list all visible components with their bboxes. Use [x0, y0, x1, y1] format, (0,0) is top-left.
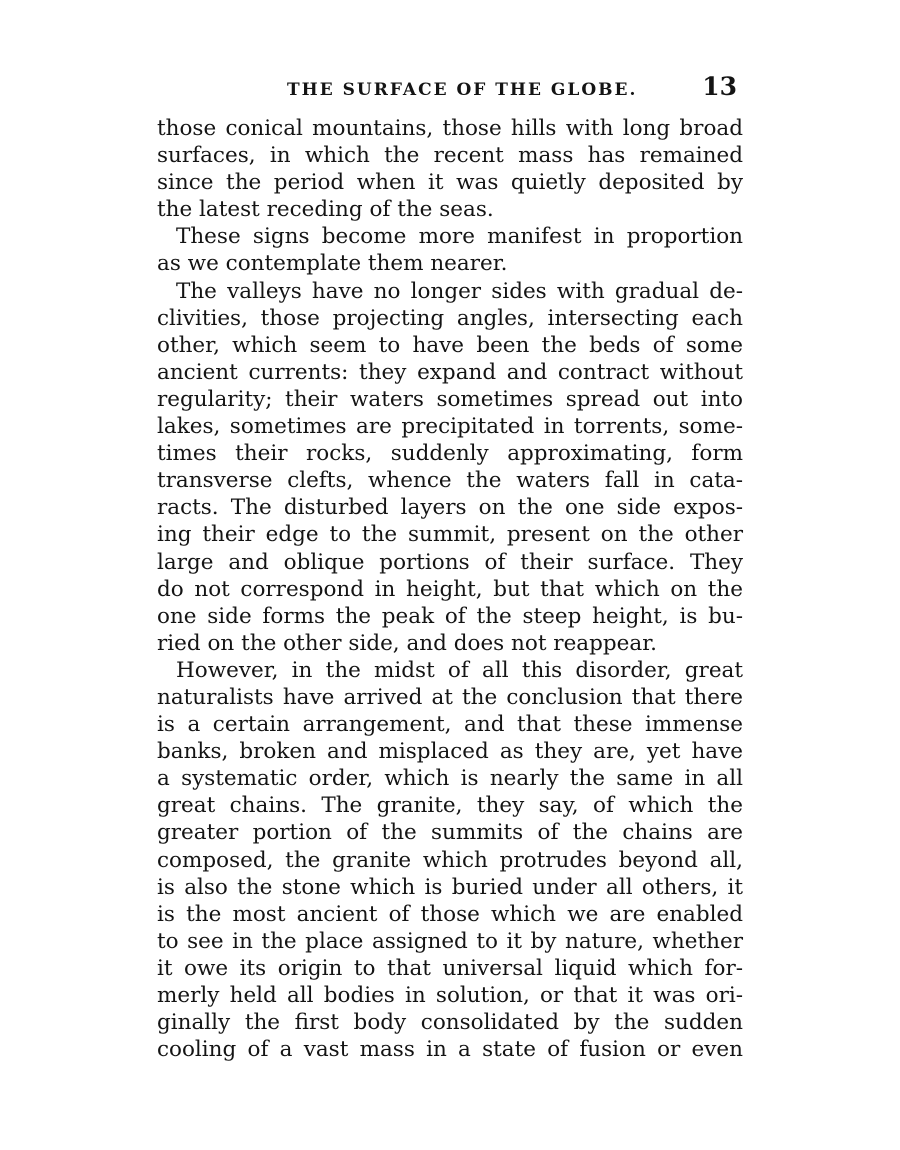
text-line: composed, the granite which protrudes beyond all, [157, 847, 743, 873]
text-line: times their rocks, suddenly approximating, form [157, 441, 743, 467]
text-line: the latest receding of the seas. [157, 197, 494, 223]
text-line: to see in the place assigned to it by nature, whether [157, 928, 743, 954]
text-line: great chains. The granite, they say, of which the [157, 793, 743, 819]
running-head [157, 72, 742, 104]
text-line: as we contemplate them nearer. [157, 251, 508, 277]
text-line: ried on the other side, and does not reappear. [157, 630, 657, 656]
text-line: ancient currents: they expand and contract without [157, 359, 743, 385]
text-line: clivities, those projecting angles, intersecting each [157, 305, 743, 331]
text-line: a systematic order, which is nearly the same in all [157, 766, 743, 792]
text-line: one side forms the peak of the steep height, is bu- [157, 603, 743, 629]
text-line: is a certain arrangement, and that these immense [157, 712, 743, 738]
text-line: merly held all bodies in solution, or that it was ori- [157, 983, 743, 1008]
text-line: regularity; their waters sometimes spread out into [157, 386, 743, 412]
body-text [157, 115, 743, 1063]
text-line: ginally the first body consolidated by the sudden [157, 1010, 743, 1036]
text-line: is also the stone which is buried under all others, it [157, 874, 743, 900]
text-line: ing their edge to the summit, present on the other [157, 522, 743, 548]
running-title: THE SURFACE OF THE GLOBE. [287, 80, 638, 100]
text-line: is the most ancient of those which we are enabled [157, 901, 743, 927]
text-line: These signs become more manifest in proportion [176, 224, 743, 250]
text-line: those conical mountains, those hills with long broad [157, 116, 743, 141]
text-line: cooling of a vast mass in a state of fusion or even [157, 1037, 743, 1063]
text-line: The valleys have no longer sides with gradual de- [176, 278, 743, 304]
text-line: surfaces, in which the recent mass has remained [157, 143, 743, 169]
text-line: However, in the midst of all this disorder, great [176, 657, 743, 683]
text-line: naturalists have arrived at the conclusion that there [157, 684, 743, 710]
text-line: transverse clefts, whence the waters fall in cata- [157, 468, 743, 494]
text-line: do not correspond in height, but that which on the [157, 576, 743, 602]
text-line: it owe its origin to that universal liquid which for- [157, 955, 743, 981]
text-line: banks, broken and misplaced as they are, yet have [157, 739, 743, 765]
page-number: 13 [702, 72, 737, 101]
text-line: racts. The disturbed layers on the one side expos- [157, 495, 743, 521]
text-line: lakes, sometimes are precipitated in torrents, some- [157, 414, 743, 440]
text-line: since the period when it was quietly deposited by [157, 170, 743, 196]
text-line: greater portion of the summits of the chains are [157, 820, 743, 846]
text-line: other, which seem to have been the beds of some [157, 332, 743, 358]
text-line: large and oblique portions of their surface. They [157, 549, 743, 575]
